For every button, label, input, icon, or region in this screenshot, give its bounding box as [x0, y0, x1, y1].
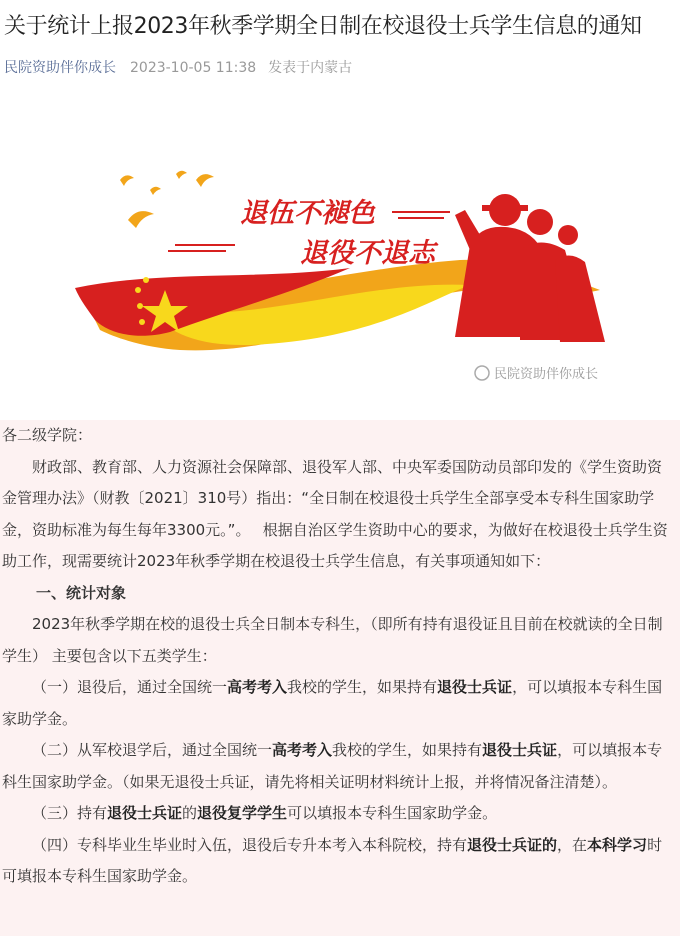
article-meta: [4, 57, 352, 77]
article-title: 关于统计上报2023年秋季学期全日制在校退役士兵学生信息的通知: [4, 14, 642, 39]
author-link[interactable]: 民院资助伴你成长: [4, 60, 116, 76]
greeting: 各二级学院：: [2, 426, 93, 444]
list-item-2: （二）从军校退学后，通过全国统一高考考入我校的学生，如果持有退役士兵证，可以填报本专科生国家助学金。（如果无退役士兵证，请先将相关证明材料统计上报，并将情况备注清楚）。: [2, 741, 663, 791]
publish-location: 发表于内蒙古: [268, 60, 353, 76]
slogan-line-1: 退伍不褪色: [240, 198, 375, 229]
banner-image: [0, 150, 680, 390]
section-heading: 一、统计对象: [36, 583, 127, 602]
wechat-watermark: [475, 366, 598, 382]
list-item-4: （四）专科毕业生毕业时入伍，退役后专升本考入本科院校，持有退役士兵证的，在本科学习时可填报本专科生国家助学金。: [2, 835, 663, 885]
publish-date: 2023-10-05 11:38: [130, 60, 257, 76]
list-item-3: （三）持有退役士兵证的退役复学学生可以填报本专科生国家助学金。: [32, 804, 498, 822]
watermark-text: 民院资助伴你成长: [494, 367, 599, 382]
birds-icon: [120, 171, 214, 228]
wechat-icon: [475, 366, 489, 380]
article-body: [0, 420, 680, 936]
slogan-line-2: 退役不退志: [300, 238, 435, 269]
soldiers-silhouette: [455, 194, 605, 342]
list-item-1: （一）退役后，通过全国统一高考考入我校的学生，如果持有退役士兵证，可以填报本专科生国家助学金。: [2, 678, 663, 728]
paragraph-2: 2023年秋季学期在校的退役士兵全日制本专科生，（即所有持有退役证且目前在校就读的全日制学生） 主要包含以下五类学生：: [2, 615, 663, 665]
paragraph-1: 财政部、教育部、人力资源社会保障部、退役军人部、中央军委国防动员部印发的《学生资助资金管理办法》（财教〔2021〕310号）指出：“全日制在校退役士兵学生全部享受本专科生国家助学金，资助标准为每生每年3300元。”。 根据自治区学生资助中心的要求，为做好在校退役士兵学生资助工作，现需要统计2023年秋季学期在校退役士兵学生信息，有关事项通知如下：: [2, 457, 668, 570]
